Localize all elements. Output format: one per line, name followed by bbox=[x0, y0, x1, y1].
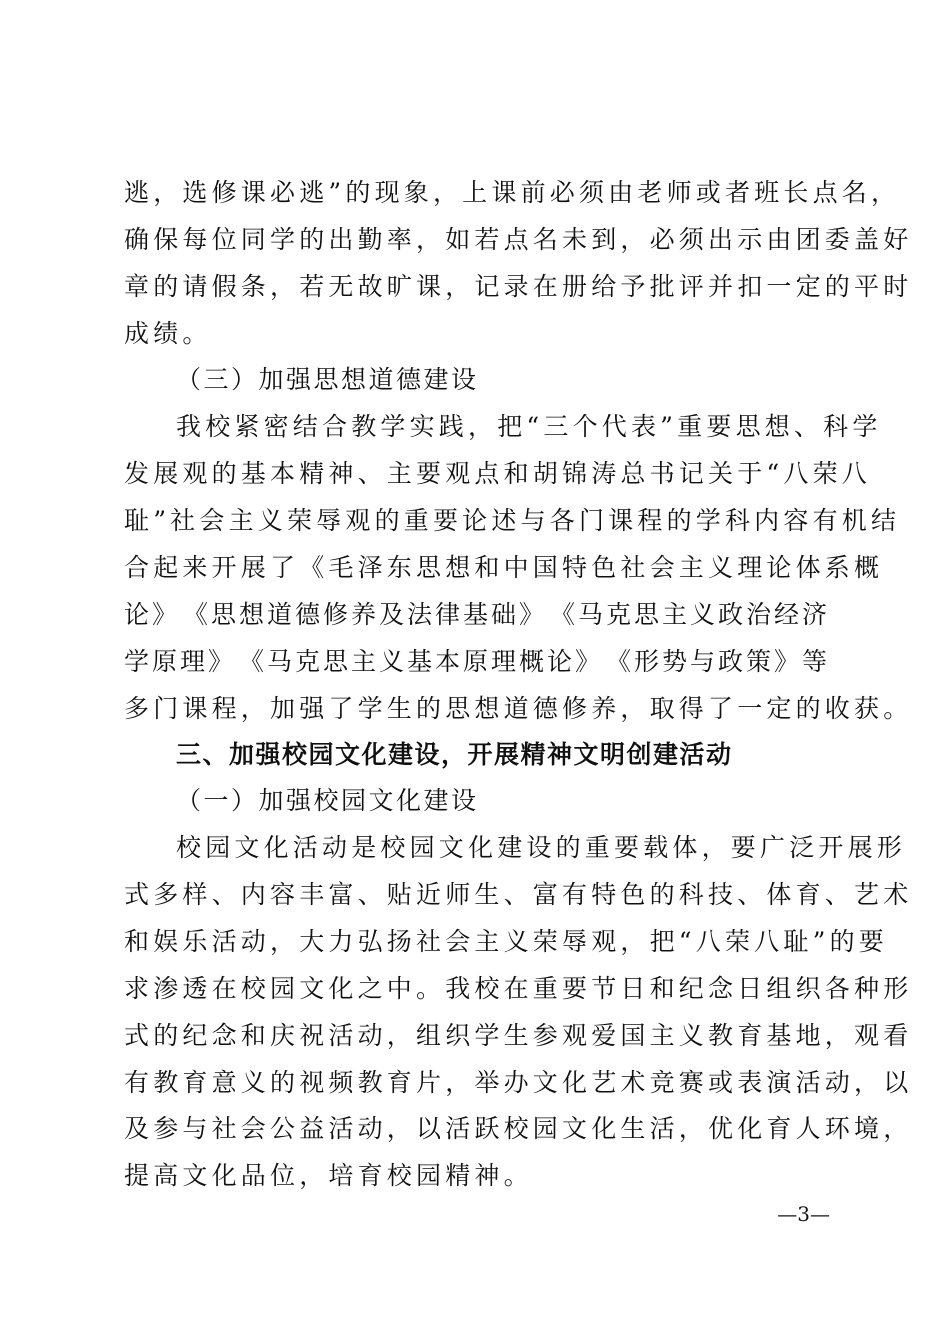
section-heading: 三、加强校园文化建设，开展精神文明创建活动 bbox=[176, 740, 733, 769]
paragraph-line: 合起来开展了《毛泽东思想和中国特色社会主义理论体系概 bbox=[124, 553, 884, 582]
book-title: 《形势与政策》等 bbox=[605, 647, 830, 676]
paragraph-line: 成绩。 bbox=[124, 319, 212, 348]
paragraph-line: 多门课程，加强了学生的思想道德修养，取得了一定的收获。 bbox=[124, 694, 913, 723]
paragraph-line: 耻”社会主义荣辱观的重要论述与各门课程的学科内容有机结 bbox=[124, 506, 901, 535]
paragraph-line: 章的请假条，若无故旷课，记录在册给予批评并扣一定的平时 bbox=[124, 272, 913, 301]
paragraph-line: 式多样、内容丰富、贴近师生、富有特色的科技、体育、艺术 bbox=[124, 880, 913, 909]
paragraph-line: 及参与社会公益活动，以活跃校园文化生活，优化育人环境， bbox=[124, 1114, 913, 1143]
paragraph-line: 我校紧密结合教学实践，把“三个代表”重要思想、科学 bbox=[176, 412, 882, 441]
book-list-line bbox=[124, 598, 830, 634]
paragraph-line: 求渗透在校园文化之中。我校在重要节日和纪念日组织各种形 bbox=[124, 974, 913, 1003]
book-title: 《马克思主义政治经济 bbox=[549, 600, 830, 629]
paragraph-line: 校园文化活动是校园文化建设的重要载体，要广泛开展形 bbox=[176, 833, 907, 862]
paragraph-line: 确保每位同学的出勤率，如若点名未到，必须出示由团委盖好 bbox=[124, 225, 913, 254]
paragraph-line: 有教育意义的视频教育片，举办文化艺术竞赛或表演活动，以 bbox=[124, 1068, 913, 1097]
book-list-line bbox=[124, 645, 830, 681]
paragraph-line: 提高文化品位，培育校园精神。 bbox=[124, 1161, 533, 1190]
page-number: —3— bbox=[777, 1202, 830, 1226]
subheading-three: （三）加强思想道德建设 bbox=[176, 365, 479, 394]
book-title: 《思想道德修养及法律基础》 bbox=[182, 600, 547, 629]
book-title: 学原理》 bbox=[124, 647, 237, 676]
paragraph-line: 和娱乐活动，大力弘扬社会主义荣辱观，把“八荣八耻”的要 bbox=[124, 927, 888, 956]
paragraph-line: 逃，选修课必逃”的现象，上课前必须由老师或者班长点名， bbox=[124, 178, 901, 207]
paragraph-line: 发展观的基本精神、主要观点和胡锦涛总书记关于“八荣八 bbox=[124, 459, 871, 488]
book-title: 论》 bbox=[124, 600, 181, 629]
subheading-one: （一）加强校园文化建设 bbox=[176, 786, 479, 815]
book-title: 《马克思主义基本原理概论》 bbox=[238, 647, 603, 676]
paragraph-line: 式的纪念和庆祝活动，组织学生参观爱国主义教育基地，观看 bbox=[124, 1021, 913, 1050]
